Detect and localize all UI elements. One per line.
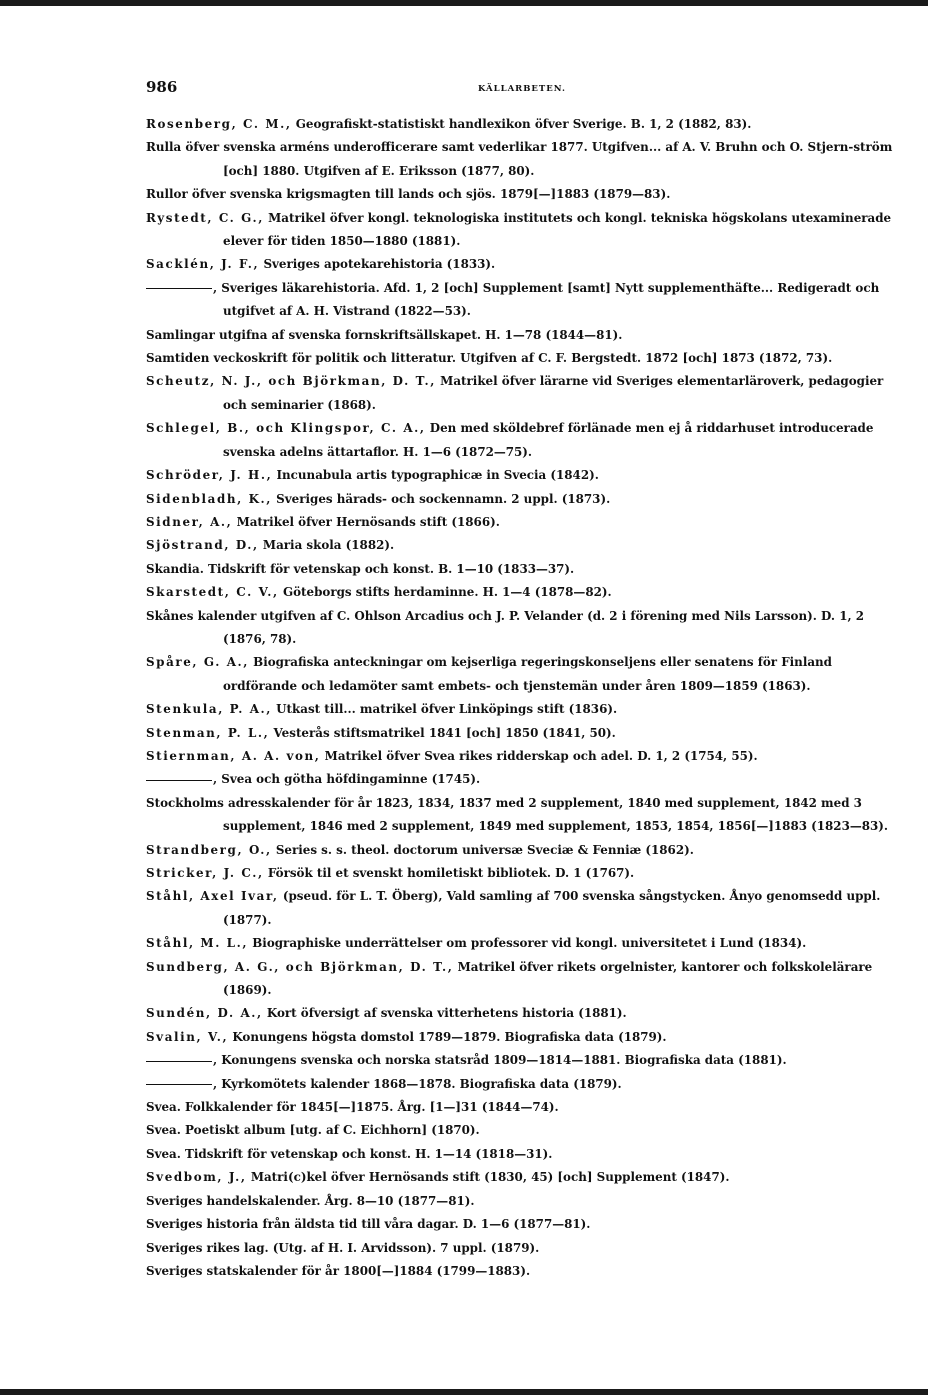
bibliography-entry <box>146 1119 901 1142</box>
bibliography-entry <box>146 605 901 652</box>
entry-text: Den med sköldebref förlänade men ej å riddarhuset introducerade svenska adelns ättartaflor. H. 1—6 (1872—75). <box>223 421 874 459</box>
entry-author: Strandberg, O., <box>146 842 272 857</box>
ditto-dash <box>146 1084 212 1085</box>
entry-text: Utkast till... matrikel öfver Linköpings stift (1836). <box>276 702 618 717</box>
ditto-dash <box>146 1061 212 1062</box>
entry-text: Svea och götha höfdingaminne (1745). <box>221 772 481 787</box>
bibliography-entry: , Sveriges läkarehistoria. Afd. 1, 2 [och] Supplement [samt] Nytt supplementhäfte... Redigeradt och utgifvet af A. H. Vistrand (1822—53). <box>146 277 901 324</box>
bibliography-entry <box>146 1002 901 1025</box>
entry-text: Series s. s. theol. doctorum universæ Sveciæ & Fenniæ (1862). <box>275 842 694 857</box>
bibliography-entry <box>146 839 901 862</box>
entry-author: Sidner, A., <box>146 514 233 529</box>
entry-author: Skånes kalender utgifven af C. Ohlson Arcadius och J. P. Velander <box>146 608 583 623</box>
entry-text: Göteborgs stifts herdaminne. H. 1—4 (1878—82). <box>282 585 612 600</box>
bibliography-entry <box>146 417 901 464</box>
bibliography-entry <box>146 136 901 183</box>
entry-author: Svea. <box>146 1100 181 1115</box>
entry-text: Sveriges läkarehistoria. Afd. 1, 2 [och] Supplement [samt] Nytt supplementhäfte... Redigeradt och utgifvet af A. H. Vistrand (1822—53). <box>221 280 880 319</box>
entry-author: Svedbom, J., <box>146 1170 247 1185</box>
entry-author: Rystedt, C. G., <box>146 210 264 225</box>
bibliography-entry <box>146 324 901 347</box>
entry-text: D. 1—6 (1877—81). <box>462 1217 591 1232</box>
entry-author: Rosenberg, C. M., <box>146 117 292 131</box>
entry-text: Biografiska anteckningar om kejserliga regeringskonseljens eller senatens för Finland ordförande och ledamöter samt embets- och tjenstemän under åren 1809—1859 (1863). <box>223 655 832 693</box>
entry-text: Poetiskt album [utg. af C. Eichhorn] (1870). <box>185 1123 480 1138</box>
entry-text: Matrikel öfver Hernösands stift (1866). <box>236 514 500 529</box>
bibliography-entry <box>146 464 901 487</box>
bibliography-entry <box>146 253 901 276</box>
entry-author: Sidenbladh, K., <box>146 491 273 506</box>
entry-text: Konungens högsta domstol 1789—1879. Biografiska data (1879). <box>232 1029 667 1044</box>
entry-author: Samlingar utgifna af svenska fornskriftsällskapet. H. 1—78 (1844—81). <box>146 327 623 342</box>
bibliography-entry <box>146 1213 901 1236</box>
entry-author: Samtiden veckoskrift för politik och litteratur. Utgifven af C. F. Bergstedt. 1872 [och] 1873 (1872, 73). <box>146 351 833 366</box>
entry-text: Matrikel öfver Svea rikes ridderskap och adel. D. 1, 2 (1754, 55). <box>324 748 758 763</box>
entry-text: Sveriges härads- och sockennamn. 2 uppl. (1873). <box>276 491 611 506</box>
bibliography-entry <box>146 183 901 206</box>
entry-author: Sveriges rikes lag. <box>146 1240 269 1255</box>
entry-text: Biographiske underrättelser om professorer vid kongl. universitetet i Lund (1834). <box>252 936 807 951</box>
entry-text: Incunabula artis typographicæ in Svecia (1842). <box>276 468 599 483</box>
page-number: 986 <box>146 78 178 96</box>
entry-text: Tidskrift för vetenskap och konst. B. 1—10 (1833—37). <box>208 561 575 576</box>
entry-author: Stenkula, P. A., <box>146 702 273 717</box>
entry-author: Svea. <box>146 1146 181 1161</box>
bibliography-entry <box>146 1190 901 1213</box>
entry-author: Sundén, D. A., <box>146 1006 263 1021</box>
entry-author: Stiernman, A. A. von, <box>146 748 321 763</box>
bibliography-entry <box>146 511 901 534</box>
entry-author: Stenman, P. L., <box>146 725 270 740</box>
bibliography-entry <box>146 488 901 511</box>
bibliography-entry <box>146 1166 901 1189</box>
entry-text: Folkkalender för 1845[—]1875. Årg. [1—]31 (1844—74). <box>185 1100 559 1115</box>
entry-author: Sjöstrand, D., <box>146 538 259 553</box>
entry-author: Svea. <box>146 1123 181 1138</box>
bibliography-entry <box>146 885 901 932</box>
bibliography-entry <box>146 370 901 417</box>
entry-author: Rullor öfver svenska krigsmagten till lands och sjös. 1879[—]1883 (1879—83). <box>146 187 671 202</box>
bibliography-entry <box>146 113 901 136</box>
entry-author: Sveriges statskalender <box>146 1263 298 1278</box>
entry-text: Försök til et svenskt homiletiskt bibliotek. D. 1 (1767). <box>267 866 635 880</box>
bibliography-list <box>146 113 901 1283</box>
entry-text: Tidskrift för vetenskap och konst. H. 1—14 (1818—31). <box>185 1146 553 1161</box>
bibliography-entry <box>146 745 901 768</box>
bibliography-entry <box>146 1096 901 1119</box>
entry-author: Stricker, J. C., <box>146 866 264 880</box>
entry-text: Konungens svenska och norska statsråd 1809—1814—1881. Biografiska data (1881). <box>221 1053 787 1068</box>
entry-author: Ståhl, M. L., <box>146 936 249 951</box>
entry-text: Matri(c)kel öfver Hernösands stift (1830, 45) [och] Supplement (1847). <box>250 1170 730 1185</box>
ditto-dash <box>146 288 212 289</box>
entry-text: (Utg. af H. I. Arvidsson). 7 uppl. (1879). <box>272 1240 540 1255</box>
running-head: KÄLLARBETEN. <box>478 84 566 94</box>
entry-text: (pseud. för L. T. Öberg), Vald samling af 700 svenska sångstycken. Ånyo genomsedd uppl. (1877). <box>223 889 881 927</box>
bibliography-entry <box>146 1260 901 1283</box>
entry-text: Kyrkomötets kalender 1868—1878. Biografiska data (1879). <box>221 1076 622 1091</box>
entry-author: Svalin, V., <box>146 1029 229 1044</box>
bibliography-entry <box>146 956 901 1003</box>
bibliography-entry <box>146 347 901 370</box>
bibliography-entry <box>146 651 901 698</box>
bibliography-entry <box>146 792 901 839</box>
entry-author: Scheutz, N. J., och Björkman, D. T., <box>146 374 437 389</box>
entry-author: Ståhl, Axel Ivar, <box>146 889 279 904</box>
ditto-dash <box>146 780 212 781</box>
bibliography-entry <box>146 1143 901 1166</box>
bibliography-entry: , Svea och götha höfdingaminne (1745). <box>146 768 901 791</box>
bibliography-entry: , Konungens svenska och norska statsråd 1809—1814—1881. Biografiska data (1881). <box>146 1049 901 1072</box>
bibliography-entry <box>146 698 901 721</box>
entry-author: Sveriges historia från äldsta tid till våra dagar. <box>146 1217 459 1232</box>
entry-text: Årg. 8—10 (1877—81). <box>324 1193 475 1208</box>
bibliography-entry <box>146 932 901 955</box>
entry-author: Skandia. <box>146 561 204 576</box>
entry-text: för år 1800[—]1884 (1799—1883). <box>301 1263 531 1278</box>
bibliography-entry <box>146 534 901 557</box>
entry-author: Skarstedt, C. V., <box>146 585 279 600</box>
bibliography-entry: , Kyrkomötets kalender 1868—1878. Biografiska data (1879). <box>146 1073 901 1096</box>
bibliography-entry <box>146 862 901 885</box>
entry-text: (d. 2 i förening med Nils Larsson). D. 1, 2 (1876, 78). <box>223 608 865 646</box>
entry-author: Sveriges handelskalender. <box>146 1193 321 1208</box>
bibliography-entry <box>146 1026 901 1049</box>
entry-text: Sveriges apotekarehistoria (1833). <box>263 257 496 272</box>
bibliography-entry <box>146 207 901 254</box>
entry-text: Matrikel öfver kongl. teknologiska institutets och kongl. tekniska högskolans utexaminerade elever för tiden 1850—1880 (1881). <box>223 210 892 249</box>
scan-edge-bottom <box>0 1389 928 1395</box>
entry-text: Maria skola (1882). <box>262 538 395 553</box>
scan-edge-top <box>0 0 928 6</box>
entry-text: Kort öfversigt af svenska vitterhetens historia (1881). <box>266 1006 627 1021</box>
entry-author: Sundberg, A. G., och Björkman, D. T., <box>146 959 454 974</box>
entry-author: Schlegel, B., och Klingspor, C. A., <box>146 421 426 436</box>
entry-text: Geografiskt-statistiskt handlexikon öfver Sverige. B. 1, 2 (1882, 83). <box>295 117 752 131</box>
entry-text: för år 1823, 1834, 1837 med 2 supplement, 1840 med supplement, 1842 med 3 supplement, 1846 med 2 supplement, 1849 med supplement, 1853, 1854, 1856[—]1883 (1823—83). <box>223 795 889 834</box>
bibliography-entry <box>146 1237 901 1260</box>
entry-text: Matrikel öfver rikets orgelnister, kantorer och folkskolelärare (1869). <box>223 959 873 998</box>
entry-author: Schröder, J. H., <box>146 468 273 483</box>
bibliography-entry <box>146 722 901 745</box>
entry-author: Stockholms adresskalender <box>146 795 331 810</box>
bibliography-entry <box>146 558 901 581</box>
entry-author: Sacklén, J. F., <box>146 257 260 272</box>
entry-text: Matrikel öfver lärarne vid Sveriges elementarläroverk, pedagogier och seminarier (1868). <box>223 374 884 412</box>
bibliography-entry <box>146 581 901 604</box>
entry-text: Vesterås stiftsmatrikel 1841 [och] 1850 (1841, 50). <box>273 725 616 740</box>
entry-author: Rulla öfver svenska arméns underofficerare samt vederlikar 1877. Utgifven... af A. V. Bruhn och O. Stjern-ström [och] 1880. Utgifven af E. Eriksson (1877, 80). <box>146 140 893 178</box>
entry-author: Spåre, G. A., <box>146 655 250 670</box>
